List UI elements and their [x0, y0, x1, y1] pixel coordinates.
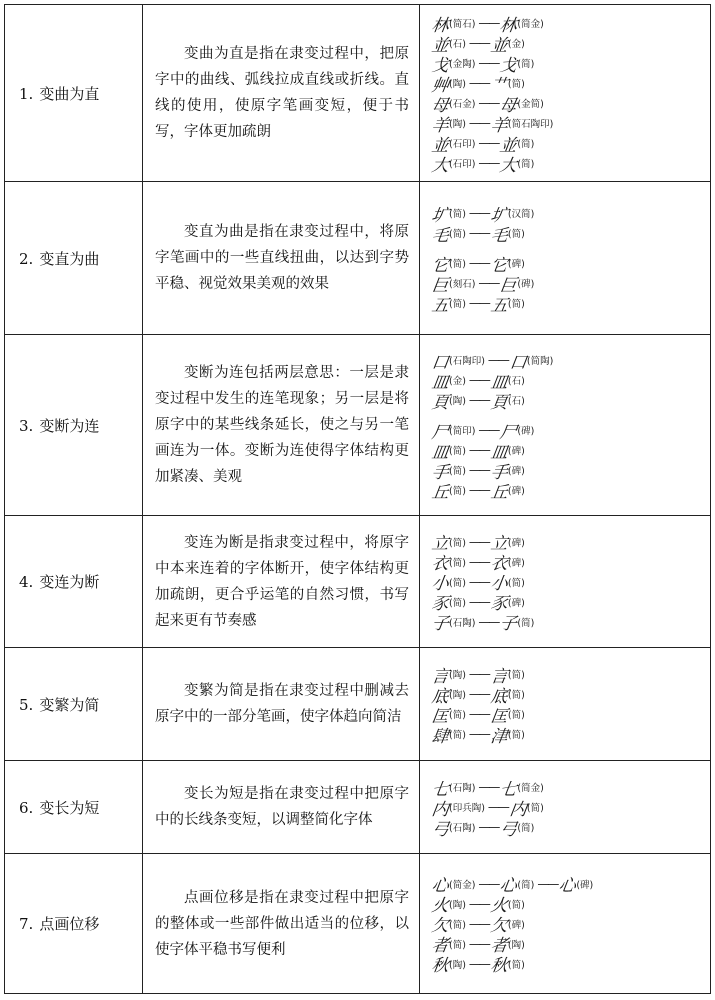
dash-separator: ——	[468, 687, 489, 701]
examples-cell	[420, 648, 711, 761]
example-line	[432, 572, 702, 592]
spacer	[432, 243, 702, 253]
rule-number: 6.	[19, 798, 34, 817]
glyph-clerical: 立	[489, 534, 508, 554]
source-label: (陶)	[449, 899, 466, 911]
source-label: (简)	[507, 899, 525, 911]
glyph-clerical: 口	[508, 352, 527, 373]
source-label: (简)	[449, 730, 466, 741]
example-line	[430, 153, 702, 176]
dash-separator: ——	[468, 373, 489, 387]
glyph-clerical: 津	[489, 726, 508, 747]
glyph-original: 大	[430, 155, 450, 176]
dash-separator: ——	[468, 727, 489, 741]
glyph-clerical: 尸	[498, 422, 518, 443]
example-line	[432, 914, 702, 934]
glyph-clerical: 子	[498, 614, 518, 634]
example-line	[430, 33, 702, 56]
source-label: (石印)	[449, 139, 476, 150]
source-label: (简)	[517, 59, 535, 70]
rule-description-cell	[143, 648, 420, 761]
glyph-original: 内	[430, 799, 450, 820]
examples-cell	[420, 335, 711, 516]
source-label: (石陶)	[449, 783, 476, 794]
source-label: (简印)	[449, 426, 476, 437]
dash-separator: ——	[468, 574, 489, 589]
source-label: (石陶)	[449, 617, 476, 629]
rule-description-cell	[143, 854, 420, 994]
glyph-clerical: 林	[498, 15, 518, 36]
example-line	[432, 532, 702, 552]
example-line	[430, 480, 702, 503]
example-line	[430, 440, 702, 463]
rule-name: 变连为断	[39, 573, 100, 591]
source-label: (简)	[507, 577, 525, 589]
glyph-original: 毛	[430, 225, 450, 246]
source-label: (碑)	[507, 557, 525, 569]
source-label: (石金)	[449, 99, 476, 110]
example-line	[430, 53, 702, 76]
rule-name: 变曲为直	[39, 84, 100, 103]
table-row	[5, 182, 711, 335]
source-label: (碑)	[507, 597, 525, 609]
example-line	[430, 293, 702, 316]
example-line	[430, 370, 702, 393]
rules-table	[4, 4, 711, 994]
dash-separator: ——	[478, 614, 499, 629]
source-label: (简)	[449, 209, 466, 220]
glyph-original: 七	[430, 779, 450, 800]
glyph-original: 尸	[430, 422, 450, 443]
dash-separator: ——	[468, 956, 489, 971]
source-label: (碑)	[517, 426, 535, 437]
example-line	[430, 273, 702, 296]
example-line	[430, 420, 702, 443]
example-line	[430, 724, 702, 747]
source-label: (碑)	[507, 486, 525, 497]
dash-separator: ——	[478, 16, 499, 30]
dash-separator: ——	[468, 226, 489, 240]
dash-separator: ——	[468, 667, 489, 681]
rule-description-cell	[143, 761, 420, 854]
example-line	[430, 113, 702, 136]
table-row	[5, 648, 711, 761]
source-label: (简)	[449, 939, 466, 951]
dash-separator: ——	[487, 353, 508, 367]
source-label: (简)	[449, 486, 466, 497]
rule-description: 变曲为直是指在隶变过程中，把原字中的曲线、弧线拉成直线或折线。直线的使用，使原字笔画变短，便于书写，字体更加疏朗	[155, 46, 409, 140]
spacer	[432, 410, 702, 420]
glyph-original: 並	[430, 135, 450, 156]
source-label: (简)	[449, 557, 466, 569]
source-label: (碑)	[507, 446, 525, 457]
glyph-clerical: 秋	[489, 956, 508, 976]
glyph-clerical: 匡	[489, 706, 508, 727]
glyph-original: 衣	[430, 554, 450, 574]
glyph-original: 子	[430, 614, 450, 634]
dash-separator: ——	[478, 780, 499, 794]
dash-separator: ——	[468, 707, 489, 721]
dash-separator: ——	[468, 594, 489, 609]
rule-description-cell	[143, 5, 420, 182]
example-line	[430, 133, 702, 156]
source-label: (陶)	[449, 119, 466, 130]
example-line	[432, 894, 702, 914]
dash-separator: ——	[468, 534, 489, 549]
example-line	[430, 223, 702, 246]
glyph-original: 口	[430, 352, 450, 373]
glyph-clerical: 皿	[489, 442, 508, 463]
rule-description-cell	[143, 335, 420, 516]
source-label: (简金)	[517, 19, 544, 30]
source-label: (简)	[507, 690, 525, 701]
source-label: (陶)	[449, 690, 466, 701]
glyph-original: 火	[430, 896, 450, 916]
glyph-original: 欠	[430, 916, 450, 936]
rule-name-cell	[5, 648, 143, 761]
glyph-original: 肆	[430, 726, 450, 747]
rule-number: 1.	[19, 84, 34, 103]
glyph-clerical: 衣	[489, 554, 508, 574]
dash-separator: ——	[487, 800, 508, 814]
examples-cell	[420, 182, 711, 335]
glyph-clerical: 豕	[489, 594, 508, 614]
example-line	[430, 93, 702, 116]
glyph-original: 手	[430, 462, 450, 483]
example-line	[430, 797, 702, 820]
glyph-original: 頁	[430, 392, 450, 413]
source-label: (简)	[517, 617, 535, 629]
dash-separator: ——	[468, 393, 489, 407]
dash-separator: ——	[478, 56, 499, 70]
rule-description: 点画位移是指在隶变过程中把原字的整体或一些部件做出适当的位移，以使字体平稳书写便利	[155, 889, 409, 958]
example-line	[430, 253, 702, 276]
source-label: (简)	[507, 710, 525, 721]
rule-name: 变断为连	[39, 416, 100, 435]
rule-number: 3.	[19, 416, 34, 435]
glyph-clerical: 並	[498, 135, 518, 156]
glyph-clerical: 圹	[489, 205, 508, 226]
glyph-clerical: 火	[489, 896, 508, 916]
source-label: (陶)	[449, 959, 466, 971]
rule-description-cell	[143, 182, 420, 335]
dash-separator: ——	[468, 443, 489, 457]
example-line	[430, 817, 702, 840]
source-label: (简石)	[449, 19, 476, 30]
glyph-clerical: 母	[498, 95, 518, 116]
dash-separator: ——	[468, 554, 489, 569]
glyph-original: 並	[430, 35, 450, 56]
example-line	[430, 460, 702, 483]
table-row	[5, 854, 711, 994]
dash-separator: ——	[468, 116, 489, 130]
example-line	[430, 664, 702, 687]
source-label: (陶)	[449, 670, 466, 681]
source-label: (简)	[507, 79, 525, 90]
rule-description-cell	[143, 516, 420, 648]
glyph-clerical: 丘	[489, 482, 508, 503]
glyph-clerical: 並	[489, 35, 508, 56]
source-label: (简)	[449, 710, 466, 721]
glyph-original: 立	[430, 534, 450, 554]
source-label: (简)	[507, 229, 525, 240]
source-label: (简石陶印)	[507, 119, 554, 130]
examples-cell	[420, 5, 711, 182]
rule-number: 5.	[19, 695, 34, 714]
dash-separator: ——	[468, 256, 489, 270]
glyph-clerical: 弓	[498, 819, 518, 840]
source-label: (简)	[449, 259, 466, 270]
source-label: (金陶)	[449, 59, 476, 70]
source-label: (印兵陶)	[449, 803, 485, 814]
glyph-original: 豕	[430, 594, 450, 614]
dash-separator: ——	[478, 136, 499, 150]
glyph-clerical: 羊	[489, 115, 508, 136]
glyph-original: 心	[430, 876, 450, 896]
glyph-clerical: 欠	[489, 916, 508, 936]
glyph-clerical: 艹	[489, 75, 508, 96]
glyph-original: 底	[430, 686, 450, 707]
example-line	[432, 592, 702, 612]
glyph-original: 小	[430, 574, 450, 594]
source-label: (石印)	[449, 159, 476, 170]
dash-separator: ——	[478, 276, 499, 290]
example-line	[432, 874, 702, 894]
source-label: (简)	[449, 229, 466, 240]
glyph-original: 皿	[430, 442, 450, 463]
glyph-original: 者	[430, 936, 450, 956]
rule-number: 7.	[19, 915, 34, 933]
example-line	[432, 612, 702, 632]
glyph-original: 林	[430, 15, 450, 36]
glyph-clerical: 頁	[489, 392, 508, 413]
example-line	[430, 684, 702, 707]
glyph-original: 丘	[430, 482, 450, 503]
glyph-clerical: 心	[498, 876, 518, 896]
source-label: (简陶)	[526, 356, 554, 367]
example-line	[430, 73, 702, 96]
rule-name-cell	[5, 761, 143, 854]
glyph-original: 匡	[430, 706, 450, 727]
source-label: (碑)	[576, 879, 594, 891]
source-label: (陶)	[507, 939, 525, 951]
rule-description: 变繁为简是指在隶变过程中删减去原字中的一部分笔画，使字体趋向简洁	[155, 683, 409, 725]
example-line	[432, 552, 702, 572]
glyph-clerical: 心	[557, 876, 577, 896]
glyph-original: 它	[430, 255, 450, 276]
source-label: (碑)	[517, 279, 535, 290]
rule-name-cell	[5, 5, 143, 182]
dash-separator: ——	[468, 483, 489, 497]
source-label: (石)	[507, 376, 525, 387]
dash-separator: ——	[468, 206, 489, 220]
source-label: (简)	[449, 466, 466, 477]
source-label: (碑)	[507, 466, 525, 477]
rule-name-cell	[5, 335, 143, 516]
dash-separator: ——	[478, 156, 499, 170]
glyph-clerical: 内	[508, 799, 527, 820]
rule-number: 4.	[19, 573, 34, 591]
rule-description: 变连为断是指隶变过程中，将原字中本来连着的字体断开，使字体结构更加疏朗，更合乎运笔的自然习惯，书写起来更有节奏感	[155, 534, 409, 629]
glyph-clerical: 五	[489, 295, 508, 316]
source-label: (简)	[449, 597, 466, 609]
dash-separator: ——	[468, 463, 489, 477]
example-line	[432, 954, 702, 974]
dash-separator: ——	[478, 96, 499, 110]
example-line	[430, 390, 702, 413]
dash-separator: ——	[468, 916, 489, 931]
source-label: (汉简)	[507, 209, 535, 220]
glyph-original: 艸	[430, 75, 450, 96]
rule-name-cell	[5, 182, 143, 335]
source-label: (陶)	[449, 396, 466, 407]
source-label: (石)	[507, 396, 525, 407]
glyph-clerical: 大	[498, 155, 518, 176]
examples-cell	[420, 761, 711, 854]
source-label: (简)	[517, 159, 535, 170]
glyph-original: 五	[430, 295, 450, 316]
source-label: (简)	[517, 139, 535, 150]
dash-separator: ——	[468, 296, 489, 310]
source-label: (金简)	[517, 99, 544, 110]
glyph-clerical: 巨	[498, 275, 518, 296]
glyph-original: 言	[430, 666, 450, 687]
examples-cell	[420, 854, 711, 994]
dash-separator: ——	[478, 876, 499, 891]
dash-separator: ——	[478, 820, 499, 834]
example-line	[430, 203, 702, 226]
source-label: (简)	[449, 446, 466, 457]
glyph-clerical: 七	[498, 779, 518, 800]
example-line	[432, 934, 702, 954]
source-label: (石)	[449, 39, 466, 50]
example-line	[430, 704, 702, 727]
rule-number: 2.	[19, 249, 34, 268]
table-row	[5, 516, 711, 648]
example-line	[430, 350, 702, 373]
source-label: (简)	[526, 803, 544, 814]
dash-separator: ——	[478, 423, 499, 437]
source-label: (陶)	[449, 79, 466, 90]
source-label: (简)	[507, 670, 525, 681]
source-label: (简)	[517, 823, 535, 834]
source-label: (简)	[449, 919, 466, 931]
rule-name: 点画位移	[39, 915, 100, 933]
rule-description: 变长为短是指在隶变过程中把原字中的长线条变短，以调整简化字体	[155, 786, 409, 828]
rule-name: 变直为曲	[39, 249, 100, 268]
dash-separator: ——	[468, 76, 489, 90]
example-line	[430, 13, 702, 36]
rule-description: 变断为连包括两层意思：一层是隶变过程中发生的连笔现象；另一层是将原字中的某些线条延长，使之与另一笔画连为一体。变断为连使得字体结构更加紧凑、美观	[155, 365, 409, 485]
glyph-original: 圹	[430, 205, 450, 226]
source-label: (简)	[507, 959, 525, 971]
source-label: (简金)	[517, 783, 544, 794]
glyph-original: 皿	[430, 372, 450, 393]
glyph-clerical: 言	[489, 666, 508, 687]
source-label: (碑)	[507, 537, 525, 549]
glyph-original: 母	[430, 95, 450, 116]
source-label: (石陶印)	[449, 356, 485, 367]
glyph-original: 羊	[430, 115, 450, 136]
dash-separator: ——	[537, 876, 558, 891]
table-row	[5, 761, 711, 854]
source-label: (石陶)	[449, 823, 476, 834]
glyph-clerical: 小	[489, 574, 508, 594]
glyph-original: 秋	[430, 956, 450, 976]
rule-name: 变繁为简	[39, 695, 100, 714]
glyph-original: 巨	[430, 275, 450, 296]
rule-name-cell	[5, 854, 143, 994]
source-label: (简)	[449, 577, 466, 589]
glyph-clerical: 者	[489, 936, 508, 956]
table-row	[5, 5, 711, 182]
rule-name-cell	[5, 516, 143, 648]
rule-description: 变直为曲是指在隶变过程中，将原字笔画中的一些直线扭曲，以达到字势平稳、视觉效果美观的效果	[155, 224, 409, 292]
table-row	[5, 335, 711, 516]
glyph-original: 弓	[430, 819, 450, 840]
glyph-clerical: 底	[489, 686, 508, 707]
glyph-clerical: 皿	[489, 372, 508, 393]
source-label: (金)	[507, 39, 525, 50]
source-label: (简)	[449, 299, 466, 310]
glyph-clerical: 手	[489, 462, 508, 483]
source-label: (简)	[517, 879, 535, 891]
source-label: (简金)	[449, 879, 476, 891]
glyph-clerical: 它	[489, 255, 508, 276]
source-label: (碑)	[507, 919, 525, 931]
rule-name: 变长为短	[39, 798, 100, 817]
dash-separator: ——	[468, 896, 489, 911]
examples-cell	[420, 516, 711, 648]
glyph-original: 戈	[430, 55, 450, 76]
source-label: (金)	[449, 376, 466, 387]
source-label: (简)	[507, 730, 525, 741]
example-line	[430, 777, 702, 800]
source-label: (简)	[507, 299, 525, 310]
source-label: (简)	[449, 537, 466, 549]
dash-separator: ——	[468, 36, 489, 50]
source-label: (碑)	[507, 259, 525, 270]
source-label: (刻石)	[449, 279, 476, 290]
glyph-clerical: 戈	[498, 55, 518, 76]
dash-separator: ——	[468, 936, 489, 951]
glyph-clerical: 毛	[489, 225, 508, 246]
